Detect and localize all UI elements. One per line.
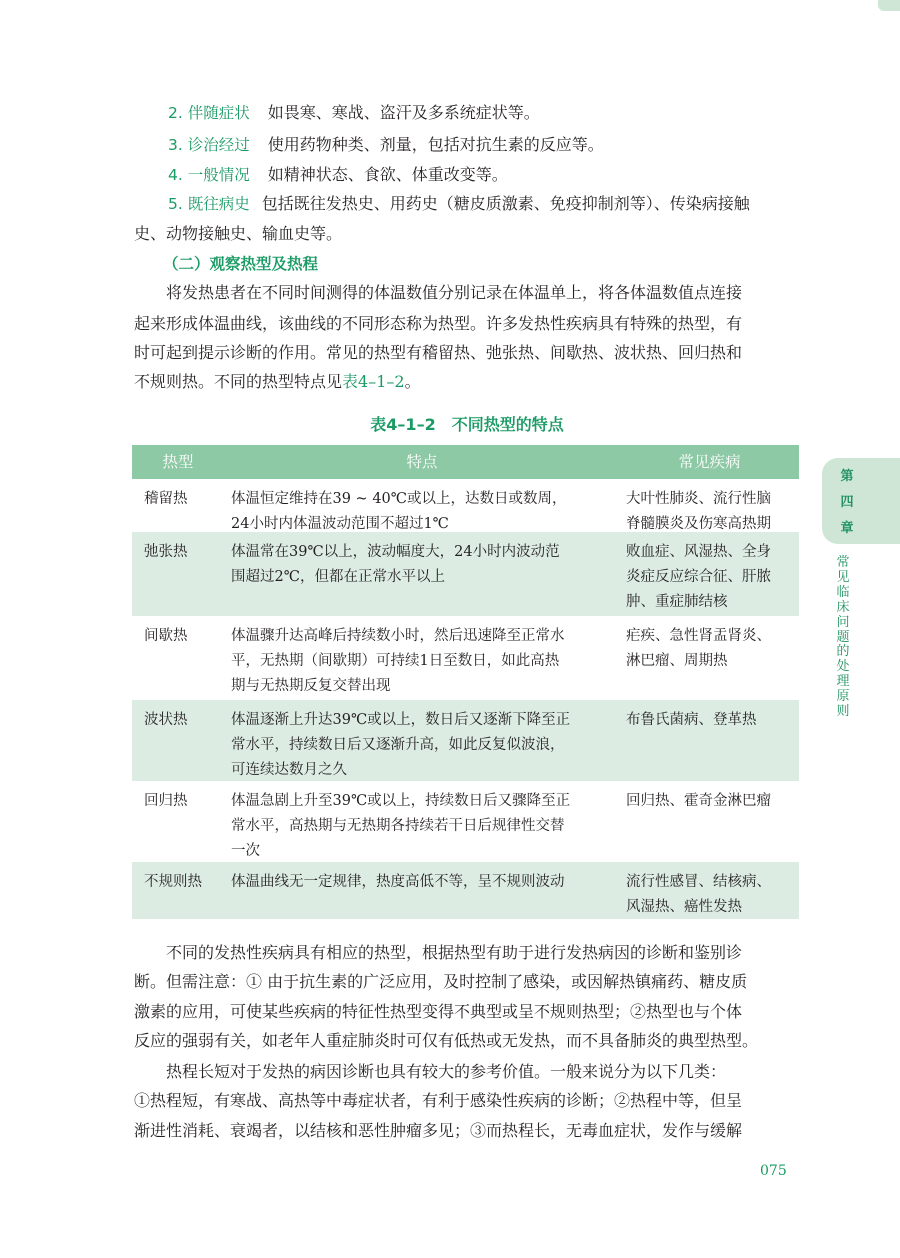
- cell-features: [231, 624, 613, 699]
- cell-features: [231, 870, 613, 895]
- paragraph-line: 将发热患者在不同时间测得的体温数值分别记录在体温单上，将各体温数值点连接: [166, 283, 743, 302]
- cell-text: 不规则热: [144, 874, 202, 890]
- cell-text: 体温曲线无一定规律，热度高低不等，呈不规则波动: [231, 874, 565, 890]
- item-text: 如精神状态、食欲、体重改变等。: [267, 165, 508, 184]
- cell-text: 间歇热: [144, 628, 188, 644]
- item-treatment-history: [168, 135, 604, 155]
- cell-text: 体温常在39℃以上，波动幅度大，24小时内波动范: [231, 544, 560, 560]
- paragraph-text: 不规则热。不同的热型特点见: [134, 372, 343, 391]
- cell-text: 常水平，高热期与无热期各持续若干日后规律性交替: [231, 818, 565, 834]
- cell-text: 炎症反应综合征、肝脓: [626, 569, 771, 585]
- cell-text: 流行性感冒、结核病、: [626, 874, 771, 890]
- chapter-title-char: 处: [836, 659, 850, 675]
- item-label: 3. 诊治经过: [168, 136, 250, 154]
- cell-diseases: [626, 708, 796, 733]
- item-accompanying-symptoms: [168, 103, 540, 123]
- cell-text: 稽留热: [144, 491, 188, 507]
- header-type: 热型: [162, 453, 194, 471]
- chapter-title-char: 见: [836, 569, 850, 585]
- cell-type: [144, 624, 224, 649]
- chapter-label: [838, 464, 856, 542]
- chapter-title-vertical: [834, 556, 852, 720]
- table-row: [132, 781, 799, 863]
- chapter-title-char: 理: [836, 674, 850, 690]
- paragraph-line: 断。但需注意：① 由于抗生素的广泛应用，及时控制了感染，或因解热镇痛药、糖皮质: [134, 972, 748, 991]
- cell-text: 围超过2℃，但都在正常水平以上: [231, 569, 445, 585]
- cell-type: [144, 540, 224, 565]
- cell-text: 弛张热: [144, 544, 188, 560]
- paragraph-line: [134, 372, 421, 392]
- chapter-title-char: 床: [836, 599, 850, 615]
- item-general-condition: [168, 165, 508, 185]
- table-caption: 表4–1–2 不同热型的特点: [370, 415, 564, 434]
- cell-text: 常水平，持续数日后又逐渐升高，如此反复似波浪，: [231, 737, 565, 753]
- item-text: 如畏寒、寒战、盗汗及多系统症状等。: [267, 103, 540, 122]
- cell-text: 体温急剧上升至39℃或以上，持续数日后又骤降至正: [231, 793, 571, 809]
- cell-features: [231, 540, 613, 590]
- header-features: 特点: [406, 453, 438, 471]
- chapter-tab: [822, 458, 900, 544]
- cell-text: 疟疾、急性肾盂肾炎、: [626, 628, 771, 644]
- item-label: 5. 既往病史: [168, 195, 250, 213]
- chapter-title-char: 常: [836, 555, 850, 570]
- cell-type: [144, 870, 224, 895]
- paragraph-line: 反应的强弱有关，如老年人重症肺炎时可仅有低热或无发热，而不具备肺炎的典型热型。: [134, 1031, 759, 1050]
- paragraph-line: 渐进性消耗、衰竭者，以结核和恶性肿瘤多见；③而热程长，无毒血症状，发作与缓解: [134, 1121, 743, 1140]
- cell-features: [231, 708, 613, 783]
- cell-text: 体温骤升达高峰后持续数小时，然后迅速降至正常水: [231, 628, 565, 644]
- paragraph-line: ①热程短，有寒战、高热等中毒症状者，有利于感染性疾病的诊断；②热程中等，但呈: [134, 1091, 743, 1110]
- chapter-title-char: 临: [836, 584, 850, 600]
- page-number: 075: [760, 1163, 787, 1179]
- table-row: [132, 532, 799, 617]
- header-diseases: 常见疾病: [678, 453, 741, 471]
- cell-features: [231, 789, 613, 864]
- item-label: 4. 一般情况: [168, 166, 250, 184]
- cell-text: 风湿热、癌性发热: [626, 899, 742, 915]
- paragraph-line: 时可起到提示诊断的作用。常见的热型有稽留热、弛张热、间歇热、波状热、回归热和: [134, 343, 743, 362]
- cell-text: 体温恒定维持在39 ~ 40℃或以上，达数日或数周，: [231, 491, 567, 507]
- cell-text: 肿、重症肺结核: [626, 594, 728, 610]
- chapter-title-char: 原: [836, 689, 850, 705]
- chapter-title-char: 题: [836, 629, 850, 645]
- cell-text: 期与无热期反复交替出现: [231, 678, 391, 694]
- cell-text: 回归热: [144, 793, 188, 809]
- cell-text: 平，无热期（间歇期）可持续1日至数日，如此高热: [231, 653, 560, 669]
- cell-text: 波状热: [144, 712, 188, 728]
- cell-text: 一次: [231, 843, 260, 859]
- fever-type-table: [132, 445, 799, 919]
- chapter-char: 第: [840, 469, 854, 484]
- cell-text: 可连续达数月之久: [231, 762, 347, 778]
- chapter-char: 四: [840, 495, 854, 510]
- item-past-history-cont: 史、动物接触史、输血史等。: [134, 224, 343, 243]
- cell-diseases: [626, 624, 796, 674]
- chapter-title-char: 的: [836, 644, 850, 660]
- paragraph-line: 起来形成体温曲线，该曲线的不同形态称为热型。许多发热性疾病具有特殊的热型，有: [134, 314, 743, 333]
- cell-text: 回归热、霍奇金淋巴瘤: [626, 793, 771, 809]
- cell-diseases: [626, 870, 796, 920]
- paragraph-line: 不同的发热性疾病具有相应的热型，根据热型有助于进行发热病因的诊断和鉴别诊: [166, 943, 743, 962]
- item-label: 2. 伴随症状: [168, 104, 250, 122]
- chapter-title-char: 问: [836, 614, 850, 630]
- item-text: 使用药物种类、剂量，包括对抗生素的反应等。: [267, 135, 604, 154]
- cell-type: [144, 789, 224, 814]
- cell-text: 体温逐渐上升达39℃或以上，数日后又逐渐下降至正: [231, 712, 571, 728]
- table-row: [132, 479, 799, 533]
- paragraph-line: 激素的应用，可使某些疾病的特征性热型变得不典型或呈不规则热型；②热型也与个体: [134, 1002, 743, 1021]
- cell-type: [144, 708, 224, 733]
- corner-tab: [878, 0, 900, 11]
- chapter-title-char: 则: [836, 704, 850, 720]
- cell-diseases: [626, 789, 796, 814]
- table-row: [132, 700, 799, 782]
- section-title: （二）观察热型及热程: [163, 255, 319, 273]
- cell-diseases: [626, 487, 796, 537]
- item-text: 包括既往发热史、用药史（糖皮质激素、免疫抑制剂等）、传染病接触: [261, 194, 750, 213]
- table-row: [132, 616, 799, 701]
- cell-text: 淋巴瘤、周期热: [626, 653, 728, 669]
- cell-text: 脊髓膜炎及伤寒高热期: [626, 516, 771, 532]
- cell-text: 24小时内体温波动范围不超过1℃: [231, 516, 449, 532]
- paragraph-text: 。: [404, 372, 421, 391]
- table-row: [132, 862, 799, 919]
- cell-text: 败血症、风湿热、全身: [626, 544, 771, 560]
- item-past-history: [168, 194, 750, 214]
- cell-diseases: [626, 540, 796, 615]
- chapter-char: 章: [840, 521, 854, 536]
- cell-text: 布鲁氏菌病、登革热: [626, 712, 757, 728]
- cell-type: [144, 487, 224, 512]
- paragraph-line: 热程长短对于发热的病因诊断也具有较大的参考价值。一般来说分为以下几类：: [166, 1062, 727, 1081]
- table-header: [132, 445, 799, 479]
- cell-text: 大叶性肺炎、流行性脑: [626, 491, 771, 507]
- table-reference-link[interactable]: 表4–1–2: [342, 372, 405, 391]
- cell-features: [231, 487, 613, 537]
